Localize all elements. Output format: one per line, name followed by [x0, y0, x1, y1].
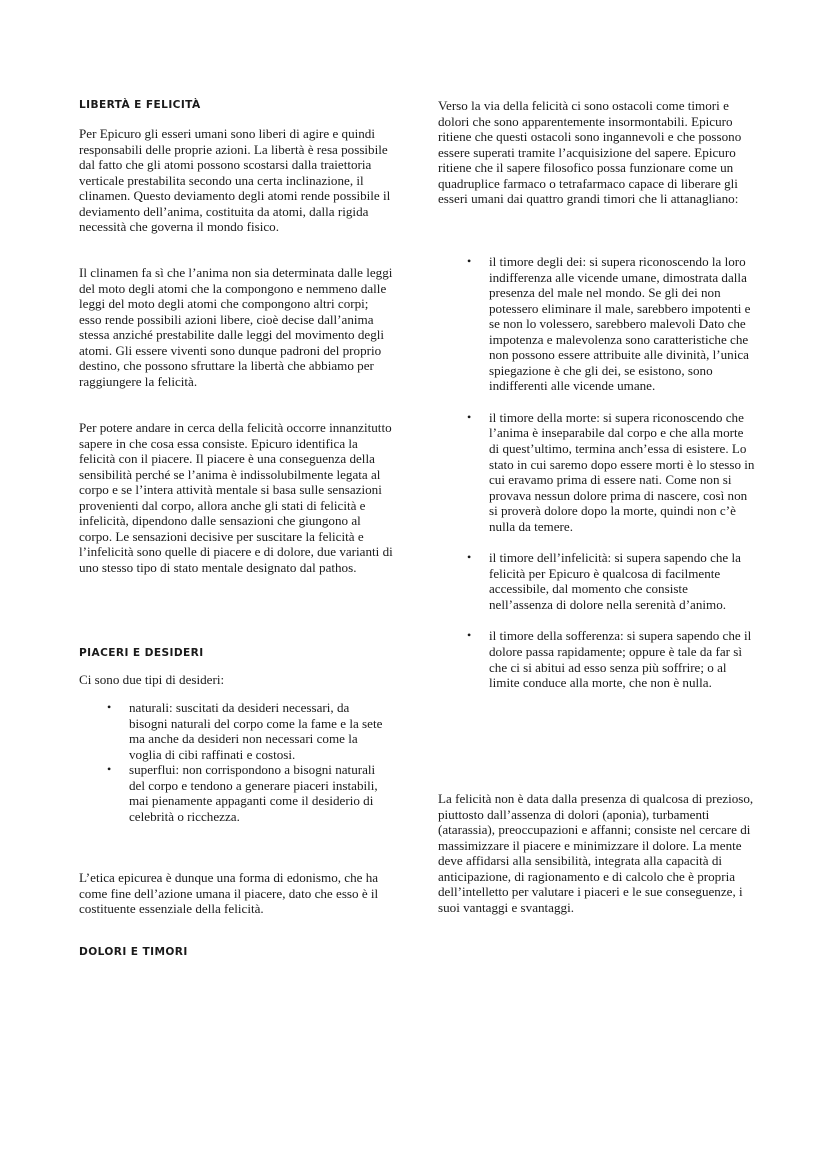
paragraph-liberta-3: Per potere andare in cerca della felicità occorre innanzitutto sapere in che cosa essa consiste. Epicuro identifica la felicità con il piacere. Il piacere è una conseguenza della sensibilità perché se l’anima è indissolubilmente legata al corpo e se l’intera attività mentale si basa sulle sensazioni provenienti dal corpo, allora anche gli stati di felicità e infelicità, dipendono dalle sensazioni che giungono al corpo. Le sensazioni decisive per suscitare la felicità e l’infelicità sono quelle di piacere e di dolore, due varianti di uno stesso tipo di stato mentale designato dal pathos.: [79, 420, 393, 575]
heading-dolori-timori: DOLORI E TIMORI: [79, 946, 188, 958]
bullet-icon: •: [467, 254, 472, 268]
timori-list: [467, 254, 755, 691]
bullet-icon: •: [467, 550, 472, 565]
paragraph-etica-epicurea: L’etica epicurea è dunque una forma di edonismo, che ha come fine dell’azione umana il piacere, dato che esso è il costituente essenziale della felicità.: [79, 870, 379, 917]
list-item: • naturali: suscitati da desideri necessari, da bisogni naturali del corpo come la fame e la sete ma anche da desideri non necessari come la voglia di cibi raffinati e costosi.: [107, 700, 383, 762]
list-item: • il timore della sofferenza: si supera sapendo che il dolore passa rapidamente; oppure è tale da far sì che ci si abitui ad esso senza più soffrire; o al limite conduce alla morte, che non è nulla.: [467, 628, 752, 691]
list-item: • il timore dell’infelicità: si supera sapendo che la felicità per Epicuro è qualcosa di facilmente accessibile, dal momento che consiste nell’assenza di dolore nella serenità d’animo.: [467, 550, 741, 612]
bullet-icon: •: [467, 628, 472, 643]
bullet-icon: •: [467, 409, 472, 424]
bullet-icon: •: [107, 762, 112, 777]
paragraph-ostacoli: Verso la via della felicità ci sono ostacoli come timori e dolori che sono apparentemente insormontabili. Epicuro ritiene che questi ostacoli sono ingannevoli e che possono essere superati tramite l’acquisizione del sapere. Epicuro ritiene che il sapere filosofico possa funzionare come un quadruplice farmaco o tetrafarmaco capace di liberare gli esseri umani dai quattro grandi timori che li attanagliano:: [438, 98, 742, 207]
heading-piaceri-desideri: PIACERI E DESIDERI: [79, 647, 204, 659]
list-item: • il timore della morte: si supera riconoscendo che l’anima è inseparabile dal corpo e che alla morte di quest’ultimo, termina anch’essa di esistere. Lo stato in cui saremo dopo essere morti è lo stesso in cui eravamo prima di essere nati. Come non si provava nessun dolore prima di nascere, così non si proverà dolore dopo la morte, quindi non c’è nulla da temere.: [467, 409, 755, 534]
list-item: • superflui: non corrispondono a bisogni naturali del corpo e tendono a generare piaceri instabili, mai pienamente appaganti come il desiderio di celebrità o ricchezza.: [107, 762, 378, 824]
desideri-list: [107, 700, 391, 824]
bullet-icon: •: [107, 700, 112, 714]
list-item: • il timore degli dei: si supera riconoscendo la loro indifferenza alle vicende umane, dimostrata dalla presenza del male nel mondo. Se gli dei non potessero eliminare il male, sarebbero impotenti e se non lo volessero, sarebbero malevoli Dato che impotenza e malevolenza sono caratteristiche che non possono essere attribuite alle divinità, l’unica spiegazione è che gli dei, se esistono, sono indifferenti alle vicende umane.: [467, 254, 751, 394]
paragraph-tipi-desideri: Ci sono due tipi di desideri:: [79, 672, 225, 687]
heading-liberta-felicita: LIBERTÀ E FELICITÀ: [79, 99, 201, 111]
paragraph-liberta-1: Per Epicuro gli esseri umani sono liberi di agire e quindi responsabili delle proprie azioni. La libertà è resa possibile dal fatto che gli atomi possono scostarsi dalla traiettoria verticale prestabilita secondo una certa inclinazione, il clinamen. Questo deviamento degli atomi rende possibile il deviamento dell’anima, costituita da atomi, dalla rigida necessità che governa il mondo fisico.: [79, 126, 391, 235]
paragraph-liberta-2: Il clinamen fa sì che l’anima non sia determinata dalle leggi del moto degli atomi che la compongono e nemmeno dalle leggi del moto degli atomi che compongono altri corpi; esso rende possibili azioni libere, cioè decise dall’anima stessa anziché prestabilite dalle leggi del movimento degli atomi. Gli essere viventi sono dunque padroni del proprio destino, che possono sfruttare la libertà che abbiamo per raggiungere la felicità.: [79, 265, 393, 389]
paragraph-felicita-conclusione: La felicità non è data dalla presenza di qualcosa di prezioso, piuttosto dall’assenza di dolori (aponia), turbamenti (atarassia), preoccupazioni e affanni; consiste nel cercare di massimizzare il piacere e minimizzare il dolore. La mente deve affidarsi alla sensibilità, integrata alla capacità di anticipazione, di ragionamento e di calcolo che è propria dell’intelletto per valutare i piaceri e le sue conseguenze, i suoi vantaggi e svantaggi.: [438, 791, 754, 915]
